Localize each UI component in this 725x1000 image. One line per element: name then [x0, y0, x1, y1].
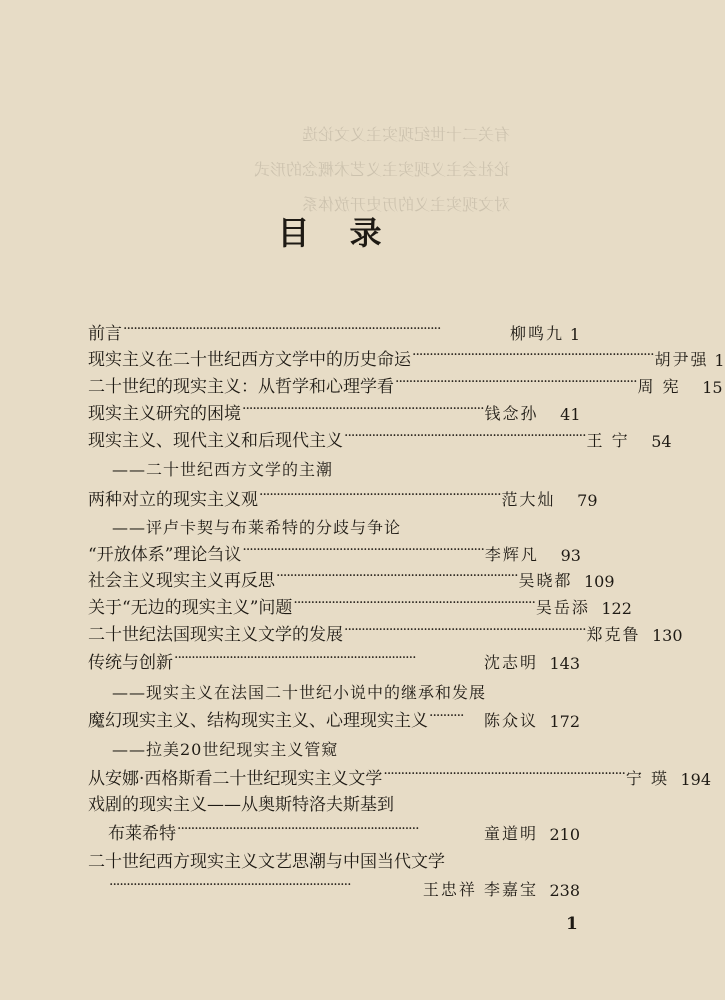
page-number: 1 [566, 914, 578, 934]
toc-page: 238 [549, 881, 580, 900]
toc-page: 41 [560, 405, 581, 424]
toc-entry[interactable] [88, 763, 712, 789]
toc-page: 79 [577, 491, 598, 510]
toc-title: 前言 [88, 324, 122, 344]
bleed-line: 有关二十世纪现实主义文论选 [301, 125, 510, 144]
toc-entry[interactable] [88, 619, 683, 645]
toc-author: 周 宪 [637, 377, 681, 396]
toc-entry[interactable] [88, 484, 598, 510]
toc-title: 二十世纪法国现实主义文学的发展 [88, 625, 343, 645]
toc-title: 关于“无边的现实主义”问题 [88, 598, 293, 618]
toc-page: 109 [583, 572, 615, 591]
leader-dots: ······································································ [395, 374, 637, 390]
toc-page: 1 [714, 351, 725, 370]
toc-page: 143 [549, 654, 580, 673]
leader-dots: ······································································ [344, 428, 586, 444]
toc-page: 1 [569, 325, 580, 344]
toc-author: 王忠祥 李嘉宝 [422, 880, 538, 899]
toc-author: 胡尹强 [654, 350, 709, 369]
leader-dots: ······································································ [344, 622, 586, 638]
toc-author: 范大灿 [501, 490, 556, 509]
leader-dots: ······································································ [177, 821, 419, 837]
leader-dots: ······································································ [174, 650, 416, 666]
toc-entry[interactable] [108, 874, 580, 900]
toc-entry[interactable] [88, 318, 580, 344]
toc-entry-title-line[interactable] [88, 789, 580, 815]
toc-title: 传统与创新 [88, 653, 173, 673]
toc-author: 陈众议 [483, 711, 538, 730]
toc-title: “开放体系”理论刍议 [88, 545, 242, 565]
toc-entry[interactable] [88, 592, 632, 618]
toc-title: 现实主义研究的困境 [88, 404, 241, 424]
toc-entry[interactable] [88, 539, 580, 565]
leader-dots: ······································································ [242, 401, 484, 417]
toc-entry[interactable] [88, 565, 615, 591]
leader-dots: ······································································ [276, 568, 518, 584]
toc-title-continued: 布莱希特 [108, 824, 176, 844]
toc-page: 130 [651, 626, 683, 645]
toc-page: 122 [601, 599, 632, 618]
toc-page: 210 [549, 825, 580, 844]
toc-title: 两种对立的现实主义观 [88, 490, 258, 510]
leader-dots: ······································································ [259, 487, 501, 503]
toc-title: 现实主义、现代主义和后现代主义 [88, 431, 343, 451]
toc-subtitle: ——拉美20世纪现实主义管窥 [112, 740, 339, 759]
leader-dots: ······································································ [242, 542, 484, 558]
toc-entry-title-line[interactable] [88, 846, 580, 872]
toc-title: 社会主义现实主义再反思 [88, 571, 275, 591]
toc-author: 柳鸣九 [509, 324, 564, 343]
toc-author: 吴岳添 [535, 598, 590, 617]
toc-title: 戏剧的现实主义——从奥斯特洛夫斯基到 [88, 795, 394, 815]
toc-page: 54 [651, 432, 672, 451]
bleed-line: 论社会主义现实主义艺术概念的形式 [253, 160, 510, 179]
toc-page: 194 [680, 770, 712, 789]
toc-entry[interactable] [88, 647, 580, 673]
toc-author: 王 宁 [586, 431, 630, 450]
toc-author: 吴晓都 [518, 571, 573, 590]
leader-dots: ······································································ [412, 347, 654, 363]
bleed-line: 对文现实主义的历史开放体系 [301, 195, 510, 214]
toc-entry[interactable] [88, 398, 580, 424]
toc-author: 童道明 [483, 824, 538, 843]
toc-title: 二十世纪西方现实主义文艺思潮与中国当代文学 [88, 852, 445, 872]
leader-dots: ······································································ [293, 595, 535, 611]
toc-title: 二十世纪的现实主义：从哲学和心理学看 [88, 377, 394, 397]
toc-author: 郑克鲁 [586, 625, 641, 644]
leader-dots: ······································································ [383, 766, 625, 782]
toc-entry[interactable] [88, 371, 723, 397]
toc-author: 钱念孙 [484, 404, 539, 423]
leader-dots: ······································································ [109, 877, 351, 893]
toc-author: 李辉凡 [484, 545, 539, 564]
toc-subtitle: ——二十世纪西方文学的主潮 [112, 460, 334, 479]
toc-subtitle: ——现实主义在法国二十世纪小说中的继承和发展 [112, 683, 487, 702]
leader-dots: ·········· [429, 708, 464, 724]
toc-entry[interactable] [88, 705, 580, 731]
toc-title: 现实主义在二十世纪西方文学中的历史命运 [88, 350, 411, 370]
toc-title: 魔幻现实主义、结构现实主义、心理现实主义 [88, 711, 428, 731]
toc-entry[interactable] [88, 425, 672, 451]
page-title: 目录 [277, 214, 422, 252]
toc-author: 宁 瑛 [625, 769, 670, 788]
toc-entry[interactable] [108, 818, 580, 844]
toc-page: 93 [560, 546, 581, 565]
toc-entry[interactable] [88, 344, 725, 370]
toc-page: 172 [549, 712, 580, 731]
toc-subtitle: ——评卢卡契与布莱希特的分歧与争论 [112, 518, 402, 537]
toc-page: 15 [702, 378, 723, 397]
leader-dots: ···························································································· [123, 321, 441, 337]
toc-title: 从安娜·西格斯看二十世纪现实主义文学 [88, 769, 383, 789]
toc-author: 沈志明 [483, 653, 538, 672]
